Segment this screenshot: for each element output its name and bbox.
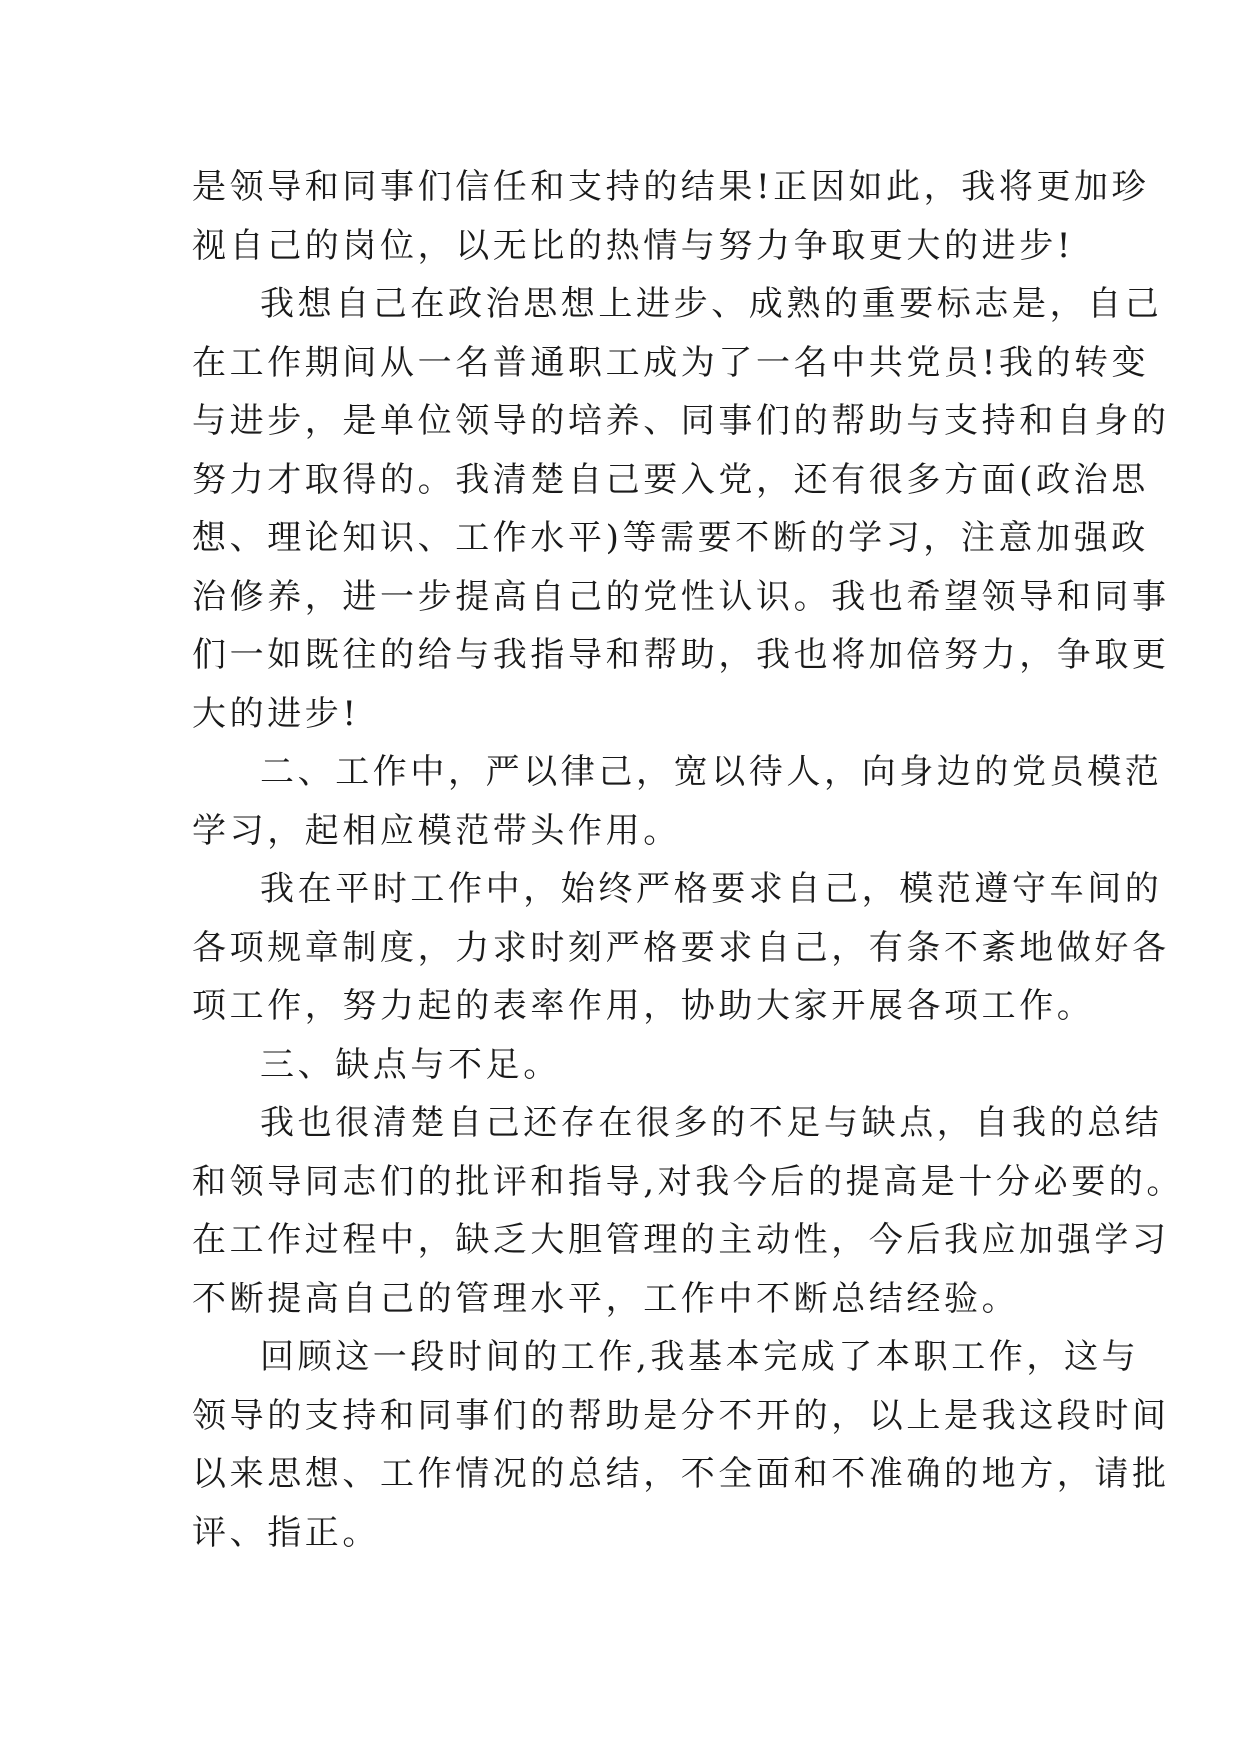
text-line: 我在平时工作中，始终严格要求自己，模范遵守车间的 (260, 869, 1163, 909)
text-line: 想、理论知识、工作水平)等需要不断的学习，注意加强政 (192, 518, 1149, 558)
text-line: 在工作期间从一名普通职工成为了一名中共党员!我的转变 (192, 342, 1150, 383)
text-line: 以来思想、工作情况的总结，不全面和不准确的地方，请批 (192, 1454, 1170, 1494)
text-line: 项工作，努力起的表率作用，协助大家开展各项工作。 (192, 986, 1095, 1026)
text-line: 不断提高自己的管理水平，工作中不断总结经验。 (192, 1278, 1020, 1319)
text-line: 各项规章制度，力求时刻严格要求自己，有条不紊地做好各 (192, 927, 1170, 968)
text-line: 在工作过程中，缺乏大胆管理的主动性，今后我应加强学习 (192, 1220, 1170, 1260)
text-line: 是领导和同事们信任和支持的结果!正因如此，我将更加珍 (192, 167, 1150, 207)
text-line: 我想自己在政治思想上进步、成熟的重要标志是，自己 (260, 284, 1163, 324)
text-line: 视自己的岗位，以无比的热情与努力争取更大的进步! (192, 225, 1075, 266)
text-line: 学习，起相应模范带头作用。 (192, 810, 681, 851)
text-line: 回顾这一段时间的工作,我基本完成了本职工作，这与 (260, 1337, 1140, 1377)
text-line: 努力才取得的。我清楚自己要入党，还有很多方面(政治思 (192, 459, 1149, 500)
text-line: 我也很清楚自己还存在很多的不足与缺点，自我的总结 (260, 1103, 1163, 1143)
text-line: 三、缺点与不足。 (260, 1044, 561, 1085)
text-line: 领导的支持和同事们的帮助是分不开的，以上是我这段时间 (192, 1395, 1170, 1436)
text-line: 治修养，进一步提高自己的党性认识。我也希望领导和同事 (192, 576, 1170, 617)
document-body (192, 158, 1185, 1562)
text-line: 和领导同志们的批评和指导,对我今后的提高是十分必要的。 (192, 1161, 1185, 1202)
text-line: 评、指正。 (192, 1512, 380, 1553)
text-line: 大的进步! (192, 693, 360, 734)
text-line: 二、工作中，严以律己，宽以待人，向身边的党员模范 (260, 752, 1163, 792)
text-line: 与进步，是单位领导的培养、同事们的帮助与支持和自身的 (192, 401, 1170, 441)
text-line: 们一如既往的给与我指导和帮助，我也将加倍努力，争取更 (192, 635, 1170, 675)
